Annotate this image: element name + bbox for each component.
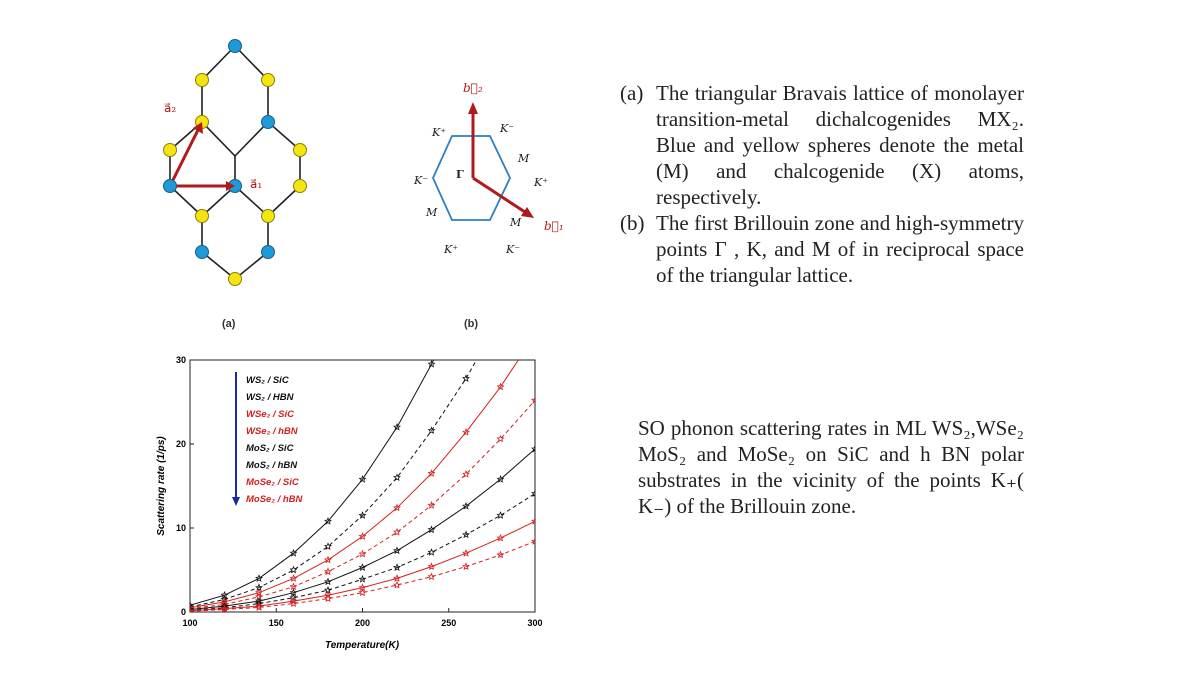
series-point [429, 549, 435, 555]
plot-frame [190, 360, 535, 612]
x-tick-label: 200 [354, 618, 371, 628]
x-tick-label: 100 [182, 618, 198, 628]
vector-a2-label: a⃗₂ [164, 101, 177, 115]
metal-atom [229, 40, 242, 53]
series-point [291, 567, 297, 573]
chalcogen-atom [262, 210, 275, 223]
vector-b2-arrowhead [468, 102, 478, 114]
figure-a-caption: (a) [222, 318, 236, 330]
metal-atom [196, 246, 209, 259]
brillouin-zone-diagram [400, 70, 580, 270]
y-tick-label: 0 [180, 607, 186, 617]
k-minus-label: K⁻ [506, 243, 521, 256]
chalcogen-atom [229, 273, 242, 286]
legend-entry: WS₂ / SiC [246, 375, 289, 386]
lattice-diagram [150, 30, 330, 300]
series-point [463, 375, 469, 381]
k-minus-label: K⁻ [500, 122, 515, 135]
description-text-a: The triangular Bravais lattice of monolayer transition-metal dichalcogenides MX₂. Blue and yellow spheres denote the metal (M) and chalcogenide (X) atoms, respectively. [656, 81, 1024, 209]
scattering-description: SO phonon scattering rates in ML WS₂,WSe₂ MoS₂ and MoSe₂ on SiC and h BN polar substrates in the vicinity of the points K₊( K₋) of the Brillouin zone. [638, 416, 1024, 518]
figure-description [620, 80, 1024, 288]
data-curves [187, 350, 538, 614]
legend-entry: WSe₂ / SiC [246, 409, 294, 420]
figure-b-caption: (b) [464, 318, 479, 330]
chalcogen-atom [262, 74, 275, 87]
x-tick-label: 250 [441, 618, 457, 628]
gamma-point-label: Γ [456, 168, 464, 181]
chart-legend [232, 372, 304, 506]
m-point-label: M [510, 216, 522, 229]
legend-entry: MoS₂ / SiC [246, 443, 294, 454]
legend-entry: MoSe₂ / SiC [246, 477, 299, 488]
lattice-bonds [170, 46, 300, 279]
y-axis-label: Scattering rate (1/ps) [156, 436, 167, 536]
k-plus-label: K⁺ [432, 126, 447, 139]
metal-atom [164, 180, 177, 193]
x-tick-label: 150 [268, 618, 284, 628]
chalcogen-atom [294, 180, 307, 193]
chalcogen-atom [196, 210, 209, 223]
description-marker-b: (b) [620, 211, 645, 235]
k-plus-label: K⁺ [534, 176, 549, 189]
k-plus-label: K⁺ [444, 243, 459, 256]
scattering-rate-chart [150, 350, 550, 660]
chalcogen-atom [164, 144, 177, 157]
vector-b1-arrowhead [521, 207, 534, 218]
description-marker-a: (a) [620, 81, 644, 105]
legend-entry: MoS₂ / hBN [246, 460, 298, 471]
series-point [394, 582, 400, 588]
series-line [190, 494, 535, 611]
legend-entry: WS₂ / HBN [246, 392, 294, 403]
axis-ticks [176, 355, 543, 628]
series-line [190, 400, 535, 608]
legend-arrowhead [232, 497, 240, 506]
series-point [429, 574, 435, 580]
y-tick-label: 30 [175, 355, 186, 365]
description-text-b: The first Brillouin zone and high-symmetry points Γ , K, and M of in reciprocal space of the triangular lattice. [656, 211, 1024, 287]
m-point-label: M [518, 152, 530, 165]
x-tick-label: 300 [527, 618, 543, 628]
metal-atom [262, 116, 275, 129]
legend-entry: MoSe₂ / hBN [246, 494, 303, 505]
chalcogen-atom [196, 74, 209, 87]
x-axis-label: Temperature(K) [324, 640, 400, 651]
y-tick-label: 20 [175, 439, 186, 449]
description-item-b [620, 210, 1024, 288]
y-tick-label: 10 [175, 523, 186, 533]
k-minus-label: K⁻ [414, 174, 429, 187]
legend-entry: WSe₂ / hBN [246, 426, 298, 437]
vector-b1-label: b⃗₁ [544, 219, 564, 233]
series-point [394, 529, 400, 535]
metal-atom [262, 246, 275, 259]
vector-b2-label: b⃗₂ [463, 81, 483, 95]
chalcogen-atom [294, 144, 307, 157]
vector-b1-arrow [473, 178, 528, 214]
series-point [498, 512, 504, 518]
description-item-a [620, 80, 1024, 210]
series-point [325, 595, 331, 601]
vector-a1-label: a⃗₁ [250, 177, 263, 191]
m-point-label: M [426, 206, 438, 219]
